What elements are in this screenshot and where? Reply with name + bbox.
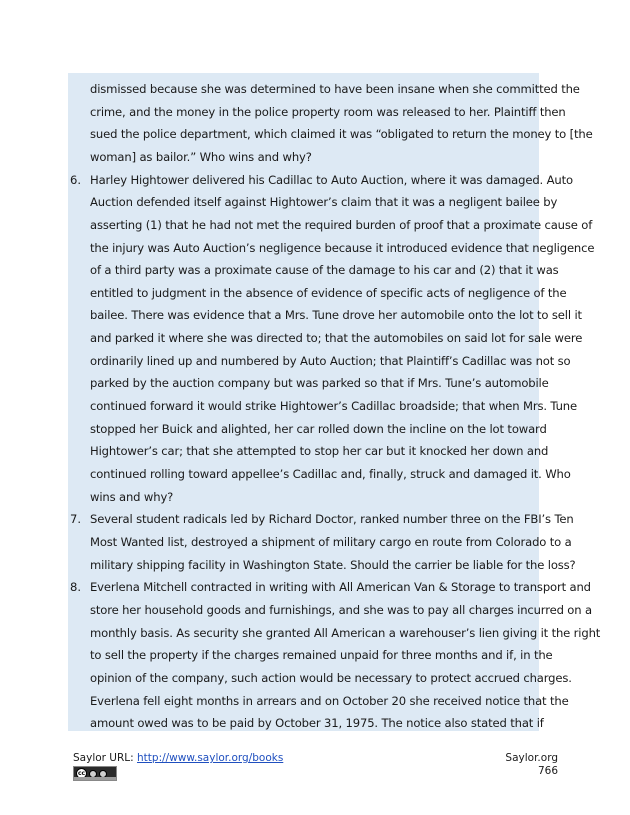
- text-line: Auction defended itself against Hightower’s claim that it was a negligent bailee by: [90, 195, 558, 210]
- text-line: asserting (1) that he had not met the required burden of proof that a proximate cause of: [90, 217, 593, 232]
- text-line: and parked it where she was directed to; that the automobiles on said lot for sale were: [90, 331, 583, 346]
- list-item-number: 7.: [70, 512, 82, 527]
- license-bar: [74, 777, 116, 780]
- text-line: amount owed was to be paid by October 31, 1975. The notice also stated that if: [90, 716, 544, 731]
- text-line: Most Wanted list, destroyed a shipment of military cargo en route from Colorado to a: [90, 534, 572, 549]
- text-line: dismissed because she was determined to have been insane when she committed the: [90, 82, 580, 96]
- text-line: Harley Hightower delivered his Cadillac to Auto Auction, where it was damaged. Auto: [90, 172, 573, 187]
- cc-icon: cc: [77, 770, 86, 777]
- text-line: wins and why?: [90, 489, 174, 504]
- list-item-number: 8.: [70, 580, 82, 595]
- text-line: Everlena fell eight months in arrears and on October 20 she received notice that the: [90, 693, 569, 708]
- footer-right: [505, 752, 558, 778]
- list-item-number: 6.: [70, 172, 82, 187]
- site-name: Saylor.org: [505, 752, 558, 764]
- text-line: the injury was Auto Auction’s negligence because it introduced evidence that negligence: [90, 240, 595, 255]
- text-line: continued forward it would strike Hightower’s Cadillac broadside; that when Mrs. Tune: [90, 399, 577, 413]
- text-line: to sell the property if the charges remained unpaid for three months and if, in the: [90, 648, 553, 663]
- text-line: crime, and the money in the police property room was released to her. Plaintiff then: [90, 104, 566, 119]
- text-line: entitled to judgment in the absence of evidence of specific acts of negligence of the: [90, 285, 567, 300]
- text-line: woman] as bailor.” Who wins and why?: [90, 149, 312, 164]
- page-number: 766: [537, 765, 558, 777]
- paragraph: [90, 169, 595, 509]
- text-line: military shipping facility in Washington State. Should the carrier be liable for the loss?: [90, 557, 576, 572]
- text-line: store her household goods and furnishings, and she was to pay all charges incurred on a: [90, 602, 592, 617]
- text-line: monthly basis. As security she granted All American a warehouser’s lien giving it the right: [90, 625, 601, 640]
- text-line: sued the police department, which claimed it was “obligated to return the money to [the: [90, 127, 593, 142]
- text-line: Several student radicals led by Richard Doctor, ranked number three on the FBI’s Ten: [90, 512, 574, 527]
- text-line: Everlena Mitchell contracted in writing with All American Van & Storage to transport and: [90, 580, 591, 595]
- text-line: stopped her Buick and alighted, her car rolled down the incline on the lot toward: [90, 421, 547, 436]
- source-label: Saylor URL:: [73, 752, 138, 764]
- text-line: ordinarily lined up and numbered by Auto Auction; that Plaintiff’s Cadillac was not so: [90, 353, 571, 368]
- creative-commons-license-badge[interactable]: [73, 766, 117, 781]
- footer-source: [73, 752, 283, 765]
- paragraph: [90, 576, 601, 734]
- text-line: Hightower’s car; that she attempted to stop her car but it knocked her down and: [90, 444, 549, 459]
- text-line: of a third party was a proximate cause of the damage to his car and (2) that it was: [90, 263, 559, 278]
- paragraph: [90, 78, 593, 169]
- paragraph: [90, 508, 576, 576]
- text-line: bailee. There was evidence that a Mrs. Tune drove her automobile onto the lot to sell it: [90, 308, 582, 323]
- text-line: continued rolling toward appellee’s Cadillac and, finally, struck and damaged it. Who: [90, 466, 571, 481]
- text-line: opinion of the company, such action would be necessary to protect accrued charges.: [90, 670, 572, 685]
- source-link[interactable]: http://www.saylor.org/books: [137, 752, 284, 764]
- text-line: parked by the auction company but was parked so that if Mrs. Tune’s automobile: [90, 376, 549, 391]
